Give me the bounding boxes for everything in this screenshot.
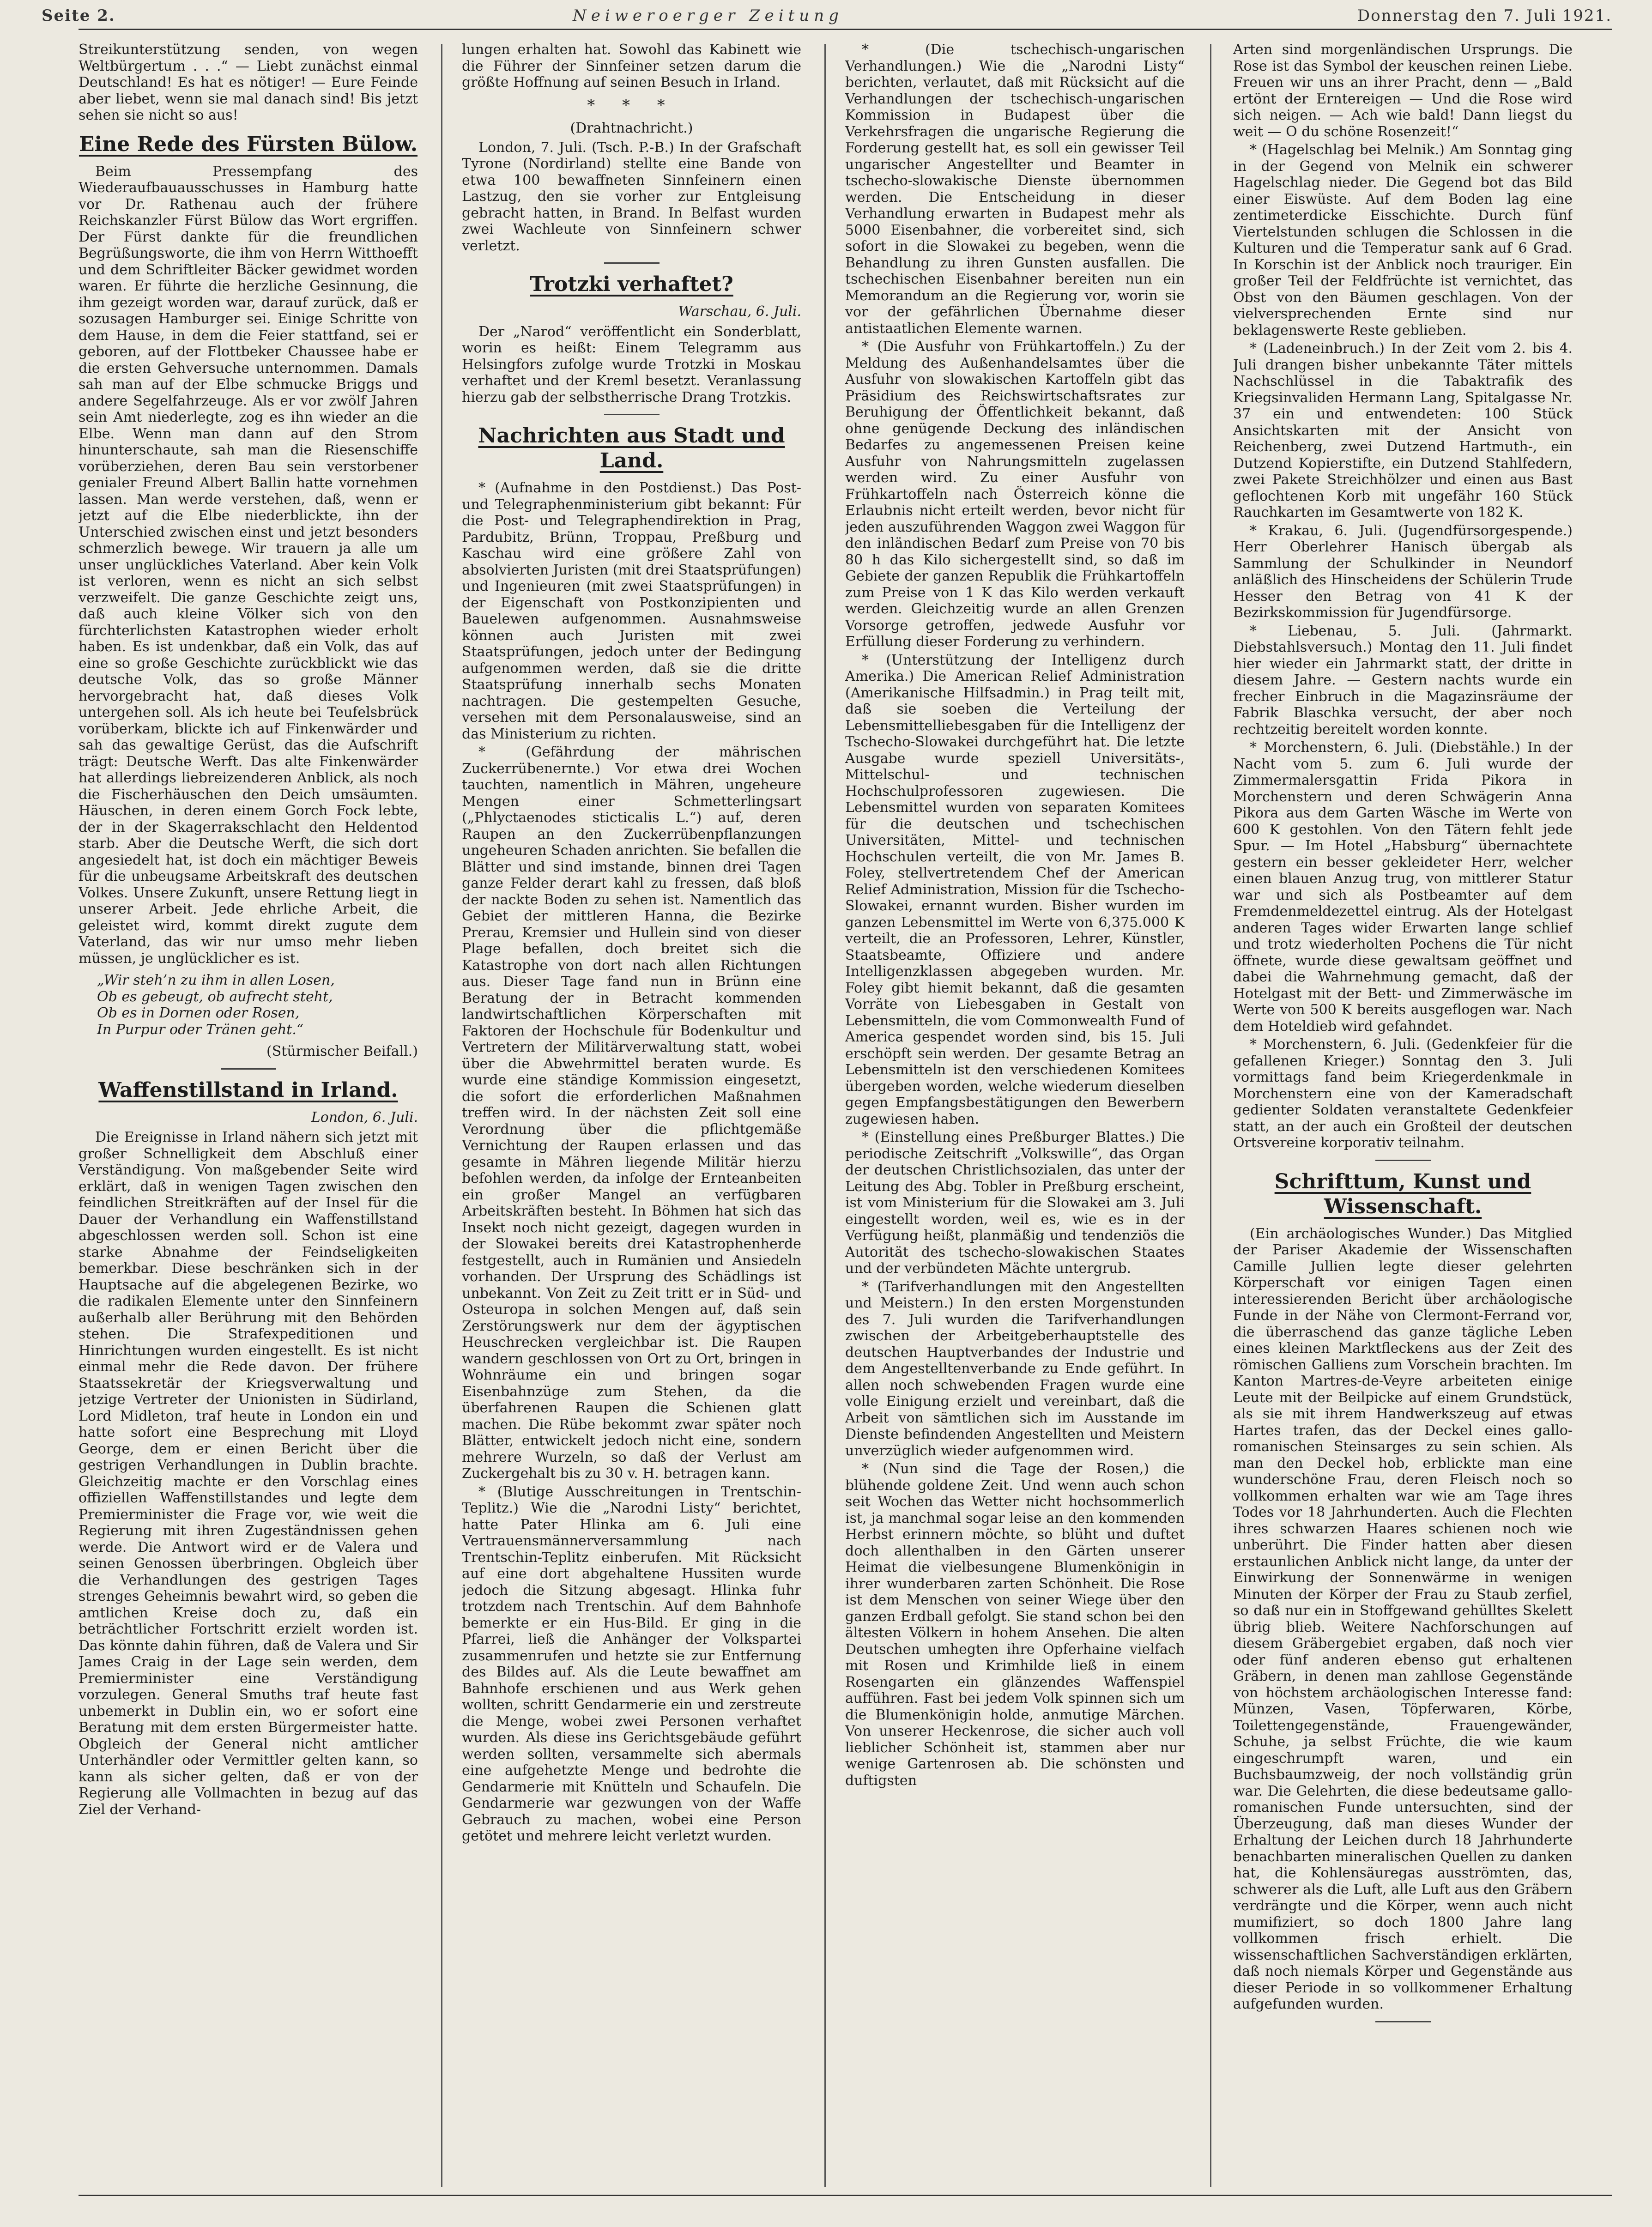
page-number: Seite 2. (42, 6, 115, 25)
section-rule (604, 262, 660, 264)
column-divider (441, 44, 442, 2187)
section-rule (1375, 2021, 1431, 2022)
news-item: * Krakau, 6. Juli. (Jugendfürsorgespende.) Herr Oberlehrer Hanisch übergab als Sammlung der Schulkinder in Neundorf anläßlich des Hinscheidens der Schülerin Trude Hesser den Betrag von 41 K der Bezirkskommission für Jugendfürsorge. (1233, 522, 1573, 621)
news-item: * (Die tschechisch-ungarischen Verhandlungen.) Wie die „Narodni Listy“ berichten, verlautet, daß mit Rücksicht auf die Verhandlungen der tschechisch-ungarischen Kommission in Budapest über die Verkehrsfragen die ungarische Regierung die Forderung gestellt hat, es soll ein gewisser Teil ungarischer Angestellter und Beamter in tschecho-slowakische Dienste übernommen werden. Die Entscheidung in dieser Verhandlung erwarten in Budapest mehr als 5000 Eisenbahner, die vorbereitet sind, sich sofort in die Slowakei zu begeben, wenn die Behandlung zu ihren Gunsten ausfallen. Die tschechischen Eisenbahner bereiten nun ein Memorandum an die Regierung vor, worin sie vor der gefährlichen Übernahme dieser antistaatlichen Elemente warnen. (845, 42, 1185, 337)
newspaper-title: Neiweroerger Zeitung (573, 6, 843, 25)
headline-ireland-ceasefire: Waffenstillstand in Irland. (98, 1078, 398, 1102)
article-body: Der „Narod“ veröffentlicht ein Sonderblatt, worin es heißt: Einem Telegramm aus Helsingfors zufolge wurde Trotzki in Moskau verhaftet und der Kreml besetzt. Veranlassung hierzu gab der selbstherrische Drang Trotzkis. (462, 323, 801, 405)
separator-stars: * * * (587, 96, 676, 115)
column-divider (824, 44, 826, 2187)
masthead (42, 4, 1612, 27)
headline-trotzki: Trotzki verhaftet? (530, 272, 733, 296)
news-item: * (Aufnahme in den Postdienst.) Das Post- und Telegraphenministerium gibt bekannt: Für die Post- und Telegraphendirektion in Prag, Pardubitz, Brünn, Troppau, Preßburg und Kaschau wird eine größere Zahl von absolvierten Juristen (mit drei Staatsprüfungen) und Ingenieuren (mit zwei Staatsprüfungen) in der Eigenschaft von Postkonzipienten und Bauelewen aufgenommen. Ausnahmsweise können auch Juristen mit zwei Staatsprüfungen, jedoch unter der Bedingung aufgenommen werden, daß sie die dritte Staatsprüfung innerhalb sechs Monaten nachtragen. Die gestempelten Gesuche, versehen mit dem Personalausweise, sind an das Ministerium zu richten. (462, 480, 801, 742)
poem-line: „Wir steh’n zu ihm in allen Losen, (97, 972, 335, 988)
section-rule (221, 1068, 276, 1070)
dateline: London, 6. Juli. (311, 1109, 418, 1126)
headline-local-news: Nachrichten aus Stadt und Land. (478, 424, 785, 472)
bottom-rule (79, 2195, 1612, 2196)
dateline: Warschau, 6. Juli. (678, 303, 801, 320)
headline-culture-science: Schrifttum, Kunst und Wissenschaft. (1274, 1169, 1531, 1218)
section-rule (1375, 1160, 1431, 1161)
article-continuation: lungen erhalten hat. Sowohl das Kabinett wie die Führer der Sinnfeiner setzen darum die größte Hoffnung auf seinen Besuch in Irland. (462, 42, 801, 91)
news-item: * (Ladeneinbruch.) In der Zeit vom 2. bis 4. Juli drangen bisher unbekannte Täter mittels Nachschlüssel in die Tabaktrafik des Kriegsinvaliden Hermann Lang, Spitalgasse Nr. 37 ein und entwendeten: 100 Stück Ansichtskarten mit der Ansicht von Reichenberg, zwei Dutzend Hartmuth-, ein Dutzend Kopierstifte, ein Dutzend Stahlfedern, zwei Pakete Streichhölzer und einen aus Bast geflochtenen Korb mit ungefähr 160 Stück Rauchkarten im Gesamtwerte von 182 K. (1233, 340, 1573, 520)
news-item: (Ein archäologisches Wunder.) Das Mitglied der Pariser Akademie der Wissenschaften Camille Jullien legte dieser gelehrten Körperschaft vor einigen Tagen einen interessierenden Bericht über archäologische Funde in der Nähe von Clermont-Ferrand vor, die überraschend das ganze tägliche Leben eines kleinen Marktfleckens aus der Zeit des römischen Galliens zum Vorschein brachten. Im Kanton Martres-de-Veyre arbeiteten einige Leute mit der Beilpicke auf einem Grundstück, als sie mit ihrem Handwerkszeug auf etwas Hartes trafen, das der Deckel eines gallo-romanischen Steinsarges zu sein schien. Als man den Deckel hob, erblickte man eine wunderschöne Frau, deren Fleisch noch so vollkommen erhalten war wie am Tage ihres Todes vor 18 Jahrhunderten. Auch die Flechten ihres schwarzen Haares schienen noch wie unberührt. Die Finder hatten aber diesen erstaunlichen Anblick nicht lange, da unter der Einwirkung der Sonnenwärme in wenigen Minuten der Körper der Frau zu Staub zerfiel, so daß nur ein in Stoffgewand gehülltes Skelett übrig blieb. Weitere Nachforschungen auf diesem Gräbergebiet ergaben, daß noch vier oder fünf anderen ebenso gut erhaltenen Gräbern, in denen man zahllose Gegenstände von höchstem archäologischen Interesse fand: Münzen, Vasen, Töpferwaren, Körbe, Toilettengegenstände, Frauengewänder, Schuhe, ja selbst Früchte, die wie kaum eingeschrumpft waren, und ein Buchsbaumzweig, der noch vollständig grün war. Die Gelehrten, die diese bedeutsame gallo-romanischen Funde untersuchten, sind der Überzeugung, daß man dieses Wunder der Erhaltung der Leichen durch 18 Jahrhunderte benachbarten mineralischen Quellen zu danken hat, die Kohlensäuregas ausströmten, das, schwerer als die Luft, alle Luft aus den Gräbern verdrängte und die Körper, wenn auch nicht mumifiziert, so doch 1800 Jahre lang vollkommen frisch erhielt. Die wissenschaftlichen Sachverständigen erklärten, daß noch niemals Körper und Gegenstände aus dieser Periode in so vollkommener Erhaltung aufgefunden wurden. (1233, 1225, 1573, 2012)
section-rule (604, 414, 660, 415)
poem-line: Ob es gebeugt, ob aufrecht steht, (97, 988, 333, 1005)
news-item: * (Blutige Ausschreitungen in Trentschin-Teplitz.) Wie die „Narodni Listy“ berichtet, hatte Pater Hlinka am 6. Juli eine Vertrauensmännerversammlung nach Trentschin-Teplitz einberufen. Mit Rücksicht auf eine dort abgehaltene Hussiten wurde jedoch die Sitzung abgesagt. Hlinka fuhr trotzdem nach Trentschin. Auf dem Bahnhofe bemerkte er ein Hus-Bild. Er ging in die Pfarrei, ließ die Anhänger der Volkspartei zusammenrufen und hetzte sie zur Entfernung des Bildes auf. Als die Leute bewaffnet am Bahnhofe erschienen und aus Werk gehen wollten, schritt Gendarmerie ein und zerstreute die Menge, wobei zwei Personen verhaftet wurden. Als diese ins Gerichtsgebäude geführt werden sollten, versammelte sich abermals eine aufgehetzte Menge und bedrohte die Gendarmerie mit Knütteln und Schaufeln. Die Gendarmerie war gezwungen von der Waffe Gebrauch zu machen, wobei eine Person getötet und mehrere leicht verletzt wurden. (462, 1483, 801, 1844)
news-item: * (Hagelschlag bei Melnik.) Am Sonntag ging in der Gegend von Melnik ein schwerer Hagelschlag nieder. Die Gegend bot das Bild einer Eiswüste. Auf dem Boden lag eine zentimeterdicke Eisschichte. Durch fünf Viertelstunden schlugen die Schlossen in die Kulturen und die Temperatur sank auf 6 Grad. In Korschin ist der Anblick noch trauriger. Ein großer Teil der Feldfrüchte ist vernichtet, das Obst von den Bäumen geschlagen. Von der vielversprechenden Ernte sind nur beklagenswerte Reste geblieben. (1233, 142, 1573, 339)
article-body: Die Ereignisse in Irland nähern sich jetzt mit großer Schnelligkeit dem Abschluß einer Verständigung. Von maßgebender Seite wird erklärt, daß in wenigen Tagen zwischen den feindlichen Streitkräften auf der Insel für die Dauer der Verhandlung ein Waffenstillstand abgeschlossen werden soll. Schon ist eine starke Abnahme der Feindseligkeiten bemerkbar. Diese beschränken sich in der Hauptsache auf die abgelegenen Bezirke, wo die radikalen Elemente unter den Sinnfeinern außerhalb aller Berührung mit den Behörden stehen. Die Strafexpeditionen und Hinrichtungen wurden eingestellt. Es ist nicht einmal mehr die Rede davon. Der frühere Staatssekretär der Kriegsverwaltung und jetzige Vertreter der Unionisten in Südirland, Lord Midleton, traf heute in London ein und hatte sofort eine Besprechung mit Lloyd George, dem er einen Bericht über die gestrigen Verhandlungen in Dublin brachte. Gleichzeitig machte er den Vorschlag eines offiziellen Waffenstillstandes und legte dem Premierminister die Frage vor, wie weit die Regierung mit ihren Zugeständnissen gehen werde. Die Antwort wird er de Valera und seinen Genossen überbringen. Obgleich über die Verhandlungen des gestrigen Tages strenges Geheimnis bewahrt wird, so geben die amtlichen Kreise doch zu, daß ein beträchtlicher Fortschritt erzielt worden ist. Das könnte dahin führen, daß de Valera und Sir James Craig in der Lage sein werden, dem Premierminister eine Verständigung vorzulegen. General Smuths traf heute fast unbemerkt in Dublin ein, wo er sofort eine Beratung mit dem ersten Bürgermeister hatte. Obgleich der General nicht amtlicher Unterhändler oder Vermittler gelten kann, so kann als sicher gelten, daß er von der Regierung alle Vollmachten in bezug auf das Ziel der Verhand- (79, 1129, 418, 1818)
article-body: London, 7. Juli. (Tsch. P.-B.) In der Grafschaft Tyrone (Nordirland) stellte eine Bande von etwa 100 bewaffneten Sinnfeinern einen Lastzug, den sie vorher zur Entgleisung gebracht hatten, in Brand. In Belfast wurden zwei Wachleute von Sinnfeinern schwer verletzt. (462, 139, 801, 254)
news-item: * (Tarifverhandlungen mit den Angestellten und Meistern.) In den ersten Morgenstunden des 7. Juli wurden die Tarifverhandlungen zwischen der Arbeitgeberhauptstelle des deutschen Hauptverbandes der Industrie und dem Angestelltenverbande zu Ende geführt. In allen noch schwebenden Fragen wurde eine volle Einigung erzielt und vereinbart, daß die Arbeit von sämtlichen sich im Ausstande im Dienste befindenden Angestellten und Meistern unverzüglich wieder aufgenommen wird. (845, 1278, 1185, 1459)
article-continuation: Arten sind morgenländischen Ursprungs. Die Rose ist das Symbol der keuschen reinen Liebe. Freuen wir uns an ihrer Pracht, denn — „Bald ertönt der Erntereigen — Und die Rose wird sich neigen. — Ach wie bald! Dann liegst du weit — O du schöne Rosenzeit!“ (1233, 42, 1573, 140)
news-item: * (Unterstützung der Intelligenz durch Amerika.) Die American Relief Administration (Amerikanische Hilfsadmin.) in Prag teilt mit, daß sie soeben die Verteilung der Lebensmittelliebesgaben für die Intelligenz der Tschecho-Slowakei durchgeführt hat. Die letzte Ausgabe wurde speziell Universitäts-, Mittelschul- und technischen Hochschulprofessoren zugewiesen. Die Lebensmittel wurden von separaten Komitees für die deutschen und tschechischen Universitäten, Mittel- und technischen Hochschulen verteilt, die von Mr. James B. Foley, stellvertretendem Chef der American Relief Administration, Mission für die Tschecho-Slowakei, ernannt wurden. Bisher wurden im ganzen Lebensmittel im Werte von 6,375.000 K verteilt, die an Professoren, Lehrer, Künstler, Staatsbeamte, Offiziere und andere Intelligenzklassen abgegeben wurden. Mr. Foley gibt hiemit bekannt, daß die gesamten Vorräte von Liebesgaben in Gestalt von Lebensmitteln, die vom Commonwealth Fund of America gespendet worden sind, bis 15. Juli erschöpft sein werden. Der gesamte Betrag an Lebensmitteln ist den verschiedenen Komitees übergeben worden, welche wiederum dieselben gegen Empfangsbestätigungen den Bewerbern zugewiesen haben. (845, 652, 1185, 1127)
issue-date: Donnerstag den 7. Juli 1921. (1357, 6, 1612, 25)
poem-line: Ob es in Dornen oder Rosen, (97, 1005, 300, 1021)
wire-note: (Drahtnachricht.) (570, 120, 693, 136)
news-item: * Morchenstern, 6. Juli. (Gedenkfeier für die gefallenen Krieger.) Sonntag den 3. Juli vormittags fand beim Kriegerdenkmale in Morchenstern eine von der Kameradschaft gedienter Soldaten veranstaltete Gedenkfeier statt, an der auch ein Großteil der deutschen Ortsvereine korporativ teilnahm. (1233, 1036, 1573, 1151)
news-item: * (Gefährdung der mährischen Zuckerrübenernte.) Vor etwa drei Wochen tauchten, namentlich in Mähren, ungeheure Mengen einer Schmetterlingsart („Phlyctaenodes sticticalis L.“) auf, deren Raupen an den Zuckerrübenpflanzungen ungeheuren Schaden anrichten. Sie befallen die Blätter und sind imstande, binnen drei Tagen ganze Felder derart kahl zu fressen, daß bloß der nackte Boden zu sehen ist. Namentlich das Gebiet der mittleren Hanna, die Bezirke Prerau, Kremsier und Hullein sind von dieser Plage befallen, doch breitet sich die Katastrophe von dort nach allen Richtungen aus. Dieser Tage fand nun in Brünn eine Beratung der in Betracht kommenden landwirtschaftlichen Körperschaften mit Faktoren der Hochschule für Bodenkultur und Vertretern der Militärverwaltung statt, wobei über die Abwehrmittel beraten wurde. Es wurde eine ständige Kommission eingesetzt, die sofort die erforderlichen Maßnahmen treffen wird. In der nächsten Zeit soll eine Verordnung über die pflichtgemäße Vernichtung der Raupen erlassen und das gesamte in Mähren liegende Militär hierzu befohlen werden, da infolge der Ernteanbeiten ein großer Mangel an verfügbaren Arbeitskräften besteht. In Böhmen hat sich das Insekt noch nicht gezeigt, dagegen wurden in der Slowakei bereits drei Katastrophenherde festgestellt, auch in Rumänien und Ansiedeln vorhanden. Der Ursprung des Schädlings ist unbekannt. Von Zeit zu Zeit tritt er in Süd- und Osteuropa in solchen Mengen auf, daß sein Zerstörungswerk nur dem der ägyptischen Heuschrecken vergleichbar ist. Die Raupen wandern geschlossen von Ort zu Ort, bringen in Wohnräume ein und bringen sogar Eisenbahnzüge zum Stehen, da die überfahrenen Raupen die Schienen glatt machen. Die Rübe bekommt zwar später noch Blätter, entwickelt jedoch nicht eine, sondern mehrere Wurzeln, so daß der Verlust am Zuckergehalt bis zu 30 v. H. betragen kann. (462, 744, 801, 1482)
poem-line: In Purpur oder Tränen geht.“ (97, 1021, 304, 1038)
column-3 (845, 42, 1185, 2194)
news-item: * Morchenstern, 6. Juli. (Diebstähle.) In der Nacht vom 5. zum 6. Juli wurde der Zimmermalersgattin Frida Pikora in Morchenstern und deren Schwägerin Anna Pikora aus dem Garten Wäsche im Werte von 600 K gestohlen. Von den Tätern fehlt jede Spur. — Im Hotel „Habsburg“ übernachtete gestern ein besser gekleideter Herr, welcher einen blauen Anzug trug, von mittlerer Statur war und sich als Postbeamter auf dem Fremdenmeldezettel eintrug. Als der Hotelgast anderen Tages wider Erwarten lange schlief und trotz wiederholten Pochens die Tür nicht öffnete, wurde diese gewaltsam geöffnet und dabei die Wahrnehmung gemacht, daß der Hotelgast mit der Bett- und Zimmerwäsche im Werte von 500 K bereits ausgeflogen war. Nach dem Hoteldieb wird gefahndet. (1233, 739, 1573, 1035)
news-item: * Liebenau, 5. Juli. (Jahrmarkt. Diebstahlsversuch.) Montag den 11. Juli findet hier wieder ein Jahrmarkt statt, der dritte in diesem Jahre. — Gestern nachts wurde ein frecher Einbruch in die Magazinsräume der Fabrik Blaschka versucht, der aber noch rechtzeitig bereitelt worden konnte. (1233, 623, 1573, 738)
column-divider (1210, 44, 1211, 2187)
column-4 (1233, 42, 1573, 2194)
applause-note: (Stürmischer Beifall.) (266, 1043, 418, 1059)
top-rule (79, 29, 1612, 30)
news-item: * (Einstellung eines Preßburger Blattes.) Die periodische Zeitschrift „Volkswille“, das Organ der deutschen Christlichsozialen, das unter der Leitung des Abg. Tobler in Preßburg erscheint, ist vom Ministerium für die Slowakei am 3. Juli eingestellt worden, weil es, wie es in der Verfügung heißt, planmäßig und tendenziös die Autorität des tschecho-slowakischen Staates und der verbündeten Mächte untergrub. (845, 1129, 1185, 1277)
headline-buelow-speech: Eine Rede des Fürsten Bülow. (79, 132, 418, 156)
article-continuation: Streikunterstützung senden, von wegen Weltbürgertum . . .“ — Liebt zunächst einmal Deutschland! Es hat es nötiger! — Eure Feinde aber liebet, wenn sie mal danach sind! Bis jetzt sehen sie nicht so aus! (79, 42, 418, 123)
column-2 (462, 42, 801, 2194)
article-body: Beim Pressempfang des Wiederaufbauausschusses in Hamburg hatte vor Dr. Rathenau auch der frühere Reichskanzler Fürst Bülow das Wort ergriffen. Der Fürst dankte für die freundlichen Begrüßungsworte, die ihm von Herrn Witthoefft und dem Schriftleiter Bäcker gewidmet worden waren. Er führte die herzliche Gesinnung, die ihm gezeigt worden war, darauf zurück, daß er sozusagen Hamburger sei. Einige Schritte von dem Hause, in dem die Feier stattfand, sei er geboren, auf der Flottbeker Chaussee habe er die ersten Gehversuche unternommen. Damals sah man auf der Elbe schmucke Briggs und andere Segelfahrzeuge. Als er vor zwölf Jahren sein Amt niederlegte, zog es ihn wieder an die Elbe. Wenn man dann auf den Strom hinunterschaute, sah man die Riesenschiffe vorüberziehen, deren Bau sein verstorbener genialer Freund Albert Ballin hatte vornehmen lassen. Man werde verstehen, daß, wenn er jetzt auf die Elbe niederblickte, ihn der Unterschied zwischen einst und jetzt besonders schmerzlich bewege. Wir trauern ja alle um unser unglückliches Vaterland. Aber kein Volk ist verloren, wenn es nicht an sich selbst verzweifelt. Die ganze Geschichte zeigt uns, daß auch kleine Völker sich von den fürchterlichsten Katastrophen wieder erholt haben. Es ist undenkbar, daß ein Volk, das auf eine so große Geschichte zurückblickt wie das deutsche Volk, das so große Männer hervorgebracht hat, daß dieses Volk untergehen soll. Als ich heute bei Teufelsbrück vorüberkam, blickte ich auf Finkenwärder und sah das gewaltige Gerüst, das die Aufschrift trägt: Deutsche Werft. Das alte Finkenwärder hat allerdings liebreizenderen Anblick, als noch die Fischerhäuschen den Deich umsäumten. Häuschen, in deren einem Gorch Fock lebte, der in der Skagerrakschlacht den Heldentod starb. Aber die Deutsche Werft, die sich dort angesiedelt hat, ist doch ein mächtiger Beweis für die unbeugsame Arbeitskraft des deutschen Volkes. Unsere Zukunft, unsere Rettung liegt in unserer Arbeit. Jede ehrliche Arbeit, die geleistet wird, kommt direkt zugute dem Vaterland, das wir nur umso mehr lieben müssen, je unglücklicher es ist. (79, 163, 418, 967)
column-1 (79, 42, 418, 2194)
news-item: * (Die Ausfuhr von Frühkartoffeln.) Zu der Meldung des Außenhandelsamtes über die Ausfuhr von slowakischen Kartoffeln gibt das Präsidium des Reichswirtschaftsrates zur Beruhigung der Öffentlichkeit bekannt, daß ohne genügende Deckung des inländischen Bedarfes zu angemessenen Preisen keine Ausfuhr von Nahrungsmitteln zugelassen werden wird. Zu einer Ausfuhr von Frühkartoffeln nach Österreich könne die Erlaubnis nicht erteilt werden, bevor nicht für jeden auszuführenden Waggon zwei Waggon für den inländischen Bedarf zum Preise von 70 bis 80 h das Kilo sichergestellt sind, so daß im Gebiete der ganzen Republik die Frühkartoffeln zum Preise von 1 K das Kilo werden verkauft werden. Gleichzeitig wurde an allen Grenzen Vorsorge getroffen, jedwede Ausfuhr vor Erfüllung dieser Forderung zu verhindern. (845, 339, 1185, 650)
poem-quote (97, 972, 418, 1038)
news-item: * (Nun sind die Tage der Rosen,) die blühende goldene Zeit. Und wenn auch schon seit Wochen das Wetter nicht hochsommerlich ist, ja manchmal sogar leise an den kommenden Herbst erinnern möchte, so blüht und duftet doch allenthalben in den Gärten unserer Heimat die vielbesungene Blumenkönigin in ihrer wunderbaren zarten Schönheit. Die Rose ist dem Menschen von seiner Wiege über den ganzen Erdball gefolgt. Sie stand schon bei den ältesten Völkern in hohem Ansehen. Die alten Deutschen umhegten ihre Opferhaine vielfach mit Rosen und Krimhilde ließ in einem Rosengarten ein glänzendes Waffenspiel aufführen. Fast bei jedem Volk spinnen sich um die Blumenkönigin holde, anmutige Märchen. Von unserer Heckenrose, die sicher auch voll lieblicher Schönheit ist, stammen aber nur wenige Gartenrosen ab. Die schönsten und duftigsten (845, 1461, 1185, 1789)
